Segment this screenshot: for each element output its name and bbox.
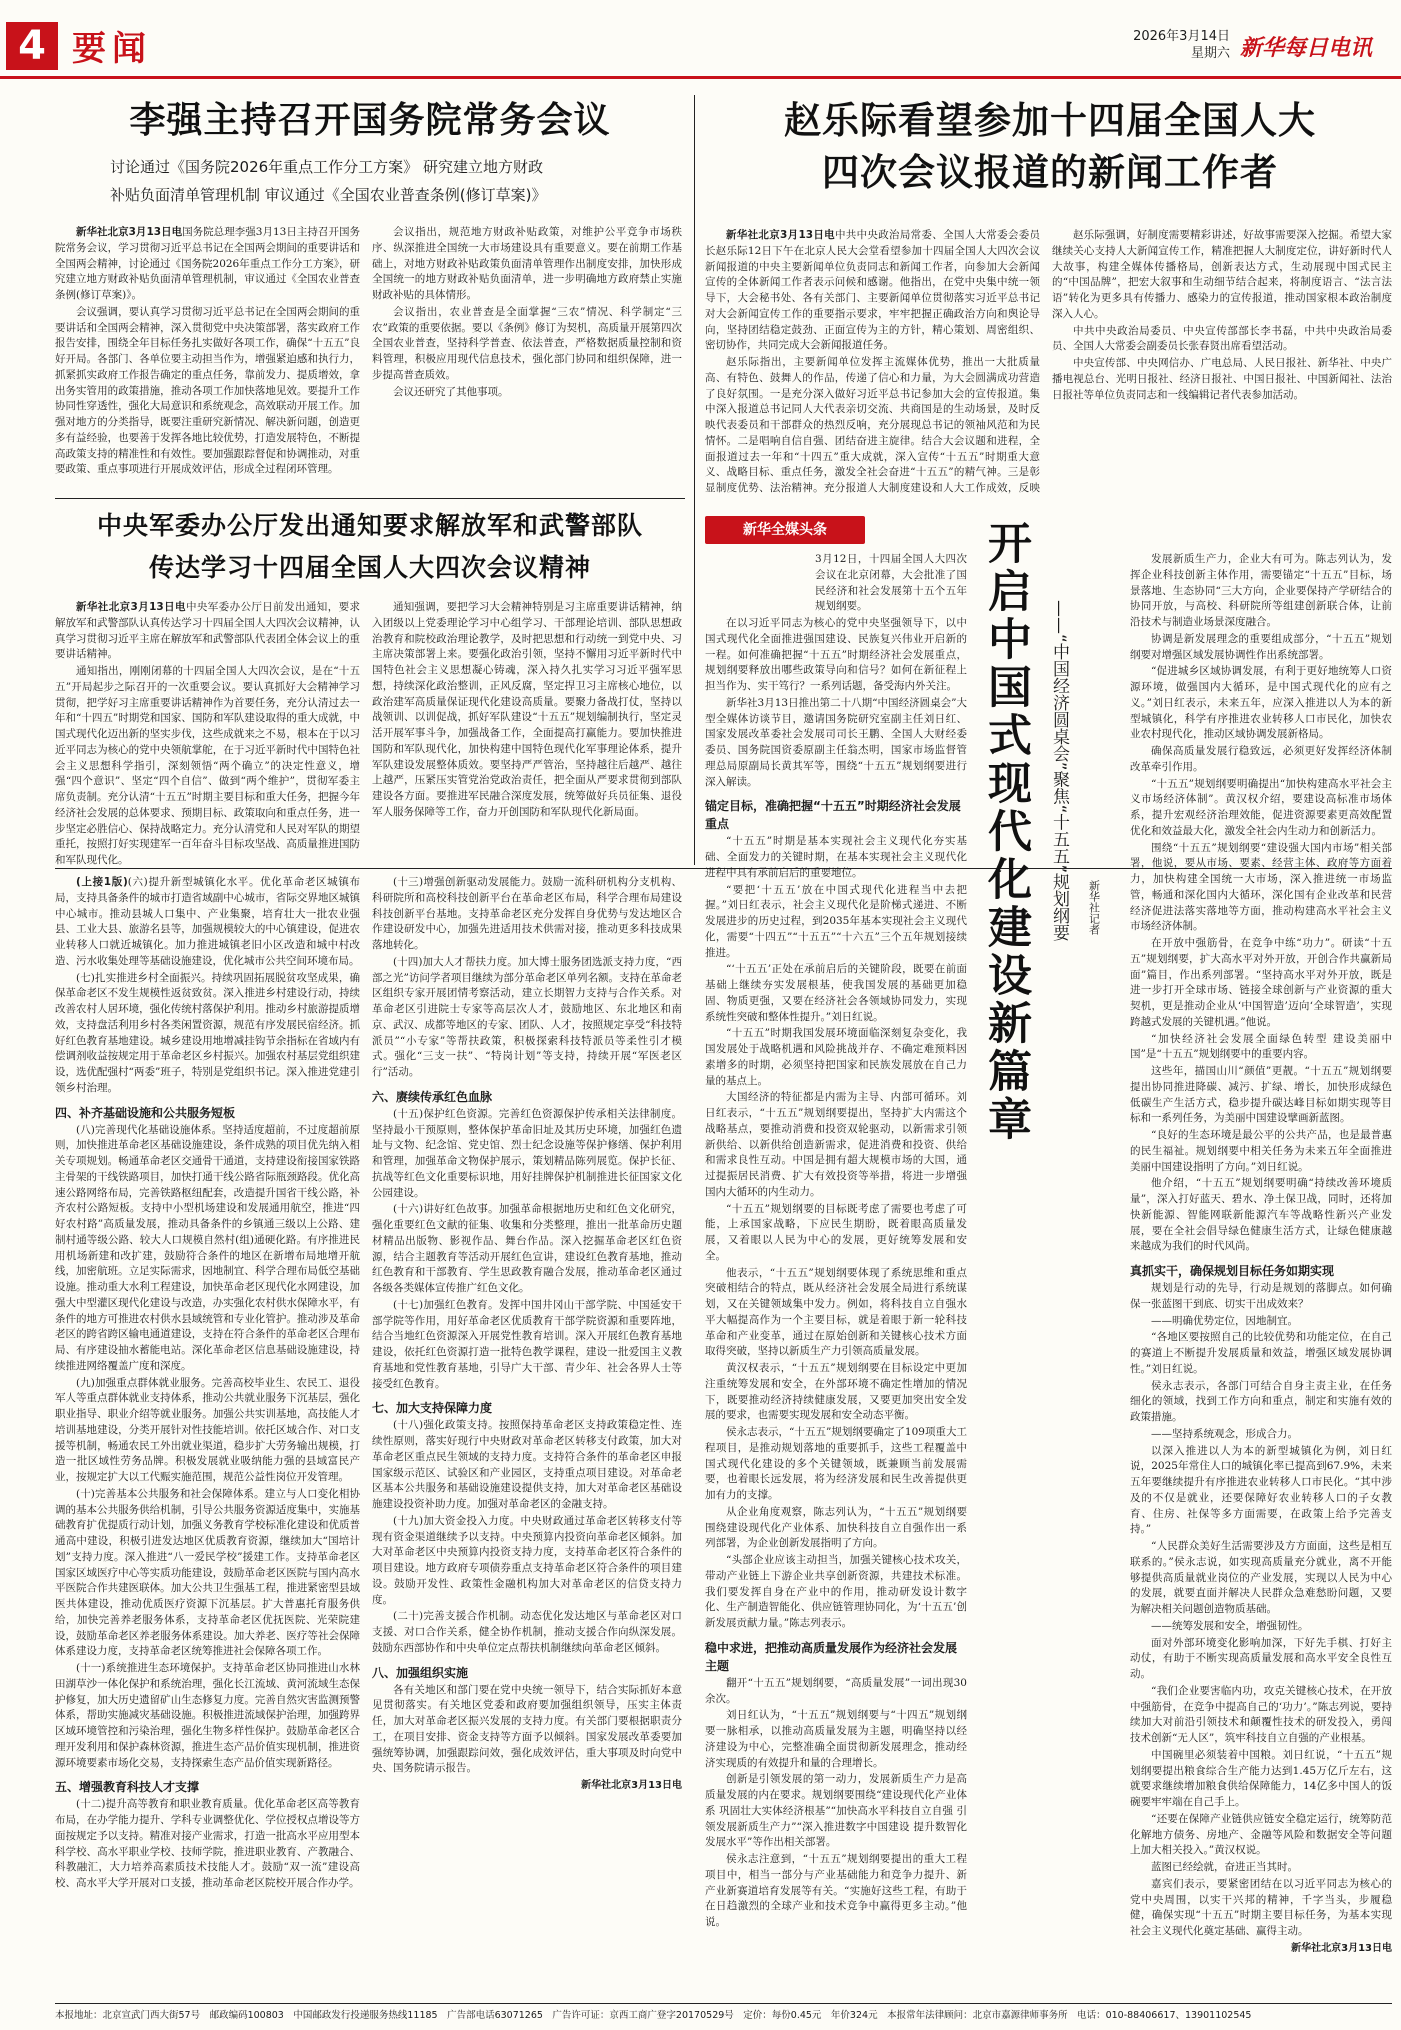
continued-col-left: (上接1版)(六)提升新型城镇化水平。优化革命老区城镇布局，支持具备条件的城市打造省域副中心城市，省际交界地区城镇中心城市。推动县城人口集中、产业集聚，培育壮大一批农业强县、工业大县、旅游名县等，加强规模较大的中心镇建设，促进农业转移人口就近城镇化。加力推进城镇老旧小区改造和城中村改造、污水收集处理等基础设施建设，优化城市公共空间环境布局。 (七)扎实推进乡村全面振兴。持续巩固拓展脱贫攻坚成果，确保革命老区不发生规模性返贫致贫。深入推进乡村建设行动，持续改善农村人居环境，强化传统村落保护利用。推动乡村旅游提质增效，支持盘活利用乡村各类闲置资源，规范有序发展民宿经济。抓好红色教育基地建设。城乡建设用地增减挂钩节余指标在省域内有偿调剂收益按规定用于革命老区乡村振兴。加强农村基层党组织建设，选优配强村“两委”班子，特别是党组织书记。深入推进党建引领乡村治理。 四、补齐基础设施和公共服务短板 (八)完善现代化基础设施体系。坚持适度超前，不过度超前原则，加快推进革命老区基础设施建设，条件成熟的项目优先纳入相关专项规划。畅通革命老区交通骨干通道，支持建设衔接国家铁路主骨架的干线铁路项目，加快打通干线公路省际瓶颈路段。优化高速公路网络布局，完善铁路枢纽配套，改造提升国省干线公路，补齐农村公路短板。支持中小型机场建设和发展通用航空，推进“四好农村路”高质量发展，推动具备条件的乡镇通三级以上公路、建制村通等级公路、较大人口规模自然村(组)通硬化路。有序推进民用机场新建和改扩建，鼓励符合条件的地区在新增布局地增开航线，加密航班。立足实际需求，因地制宜、科学合理布局低空基础设施。推动重大水利工程建设，加快革命老区现代化水网建设，加强大中型灌区现代化建设与改造，办实强化农村供水保障水平，有条件的地方可推进农村供水县域统管和专业化管护。推动涉及革命老区的跨省跨区输电通道建设，支持在符合条件的革命老区合理布局、有序建设抽水蓄能电站。深化革命老区信息基础设施建设，持续推进网络覆盖广度和深度。 (九)加强重点群体就业服务。完善高校毕业生、农民工、退役军人等重点群体就业支持体系，推动公共就业服务下沉基层，强化职业指导、职业介绍等就业服务。加强公共实训基地，高技能人才培训基地建设，分类开展针对性技能培训。依托区域合作、对口支援等机制，畅通农民工外出就业渠道，稳步扩大劳务输出规模，打造一批区域性劳务品牌。积极发展就业吸纳能力强的县域富民产业，按规定扩大以工代赈实施范围，规范公益性岗位开发管理。 (十)完善基本公共服务和社会保障体系。建立与人口变化相协调的基本公共服务供给机制，引导公共服务资源适度集中，实施基础教育扩优提质行动计划，加强义务教育学校标准化建设和优质普通高中建设，积极引进发达地区优质教育资源，继续加大“国培计划”支持力度。深入推进“八一爱民学校”援建工作。支持革命老区国家区域医疗中心等实质功能建设，鼓励革命老区医院与国内高水平医院合作共建医联体。加大公共卫生强基工程，推进紧密型县域医共体建设，推动优质医疗资源下沉基层。扩大普惠托育服务供给，加快完善养老服务体系，支持革命老区优抚医院、光荣院建设，鼓励革命老区养老服务体系建设。加大养老、医疗等社会保障体系建设力度，支持革命老区统筹推进社会保障各项工作。 (十一)系统推进生态环境保护。支持革命老区协同推进山水林田湖草沙一体化保护和系统治理，强化长江流域、黄河流域生态保护修复，加大历史遗留矿山生态修复力度。完善自然灾害监测预警体系，帮助实施减灾基础设施。积极推进流域保护治理，加强跨界区域环境管控和污染治理，强化生物多样性保护。鼓励革命老区合理开发利用和保护森林资源，推进生态产品价值实现机制，推进资源环境要素市场化交易，支持探索生态产品价值实现新路径。 五、增强教育科技人才支撑 (十二)提升高等教育和职业教育质量。优化革命老区高等教育布局，在办学能力提升、学科专业调整优化、学位授权点增设等方面按规定予以支持。精准对接产业需求，打造一批高水平应用型本科学校、高水平职业学校、技师学院，推进职业教育、产教融合、科教融汇，大力培养高素质技术技能人才。鼓励“双一流”建设高校、高水平大学开展对口支援，推动革命老区院校开展合作办学。: [55, 876, 360, 1889]
section-heading: 八、加强组织实施: [372, 1665, 469, 1680]
continued-col-mid: (十三)增强创新驱动发展能力。鼓励一流科研机构分支机构、科研院所和高校科技创新平台在革命老区布局，科学合理布局建设科技创新平台基地。支持革命老区充分发挥自身优势与发达地区合作建设研发中心，加强先进适用技术供需对接，推动更多科技成果落地转化。 (十四)加大人才帮扶力度。加大博士服务团选派支持力度，“西部之光”访问学者项目继续为部分革命老区单列名额。支持在革命老区组织专家开展团情考察活动，建立长期智力支持与合作关系。对革命老区引进院士专家等高层次人才，鼓励地区、东北地区和南京、武汉、成都等地区的专家、团队、人才，按照规定享受“科技特派员”“小专家”等帮扶政策，积极探索科技特派员等柔性引才模式。强化“三支一扶”、“特岗计划”等支持，持续开展“军医老区行”活动。 六、赓续传承红色血脉 (十五)保护红色资源。完善红色资源保护传承相关法律制度。坚持最小干预原则，整体保护革命旧址及其历史环境，加强红色遗址与文物、纪念馆、党史馆、烈士纪念设施等保护修缮、保护利用和管理，加强革命文物保护展示，策划精品陈列展览。保护长征、抗战等红色文化重要标识地，用好挂牌保护机制推进长征国家文化公园建设。 (十六)讲好红色故事。加强革命根据地历史和红色文化研究，强化重要红色文献的征集、收集和分类整理，推出一批革命历史题材精品出版物、影视作品、舞台作品。深入挖掘革命老区红色资源，结合主题教育等活动开展红色宣讲，建设红色教育基地，推动红色教育和干部教育、学生思政教育融合发展，推动革命老区通过各级各类媒体宣传推广红色文化。 (十七)加强红色教育。发挥中国井冈山干部学院、中国延安干部学院等作用，用好革命老区优质教育干部学院资源和重要阵地，结合当地红色资源深入开展党性教育培训。深入开展红色教育基地建设，依托红色资源打造一批特色教学课程，建设一批爱国主义教育基地和党性教育基地，引导广大干部、青少年、社会各界人士等接受红色教育。 七、加大支持保障力度 (十八)强化政策支持。按照保持革命老区支持政策稳定性、连续性原则，落实好现行中央财政对革命老区转移支付政策，加大对革命老区重点民生领域的支持力度。支持符合条件的革命老区申报国家级示范区、试验区和产业园区，支持重点项目建设。对革命老区基本公共服务和基础设施建设提供支持，加大对革命老区基础设施建设投资补助力度。加强对革命老区的金融支持。 (十九)加大资金投入力度。中央财政通过革命老区转移支付等现有资金渠道继续予以支持。中央预算内投资向革命老区倾斜。加大对革命老区中央预算内投资支持力度，支持革命老区符合条件的项目建设。地方政府专项债券重点支持革命老区符合条件的项目建设。鼓励开发性、政策性金融机构加大对革命老区的信贷支持力度。 (二十)完善支援合作机制。动态优化发达地区与革命老区对口支援、对口合作关系，健全协作机制，推动支援合作向纵深发展。鼓励东西部协作和中央单位定点帮扶机制继续向革命老区倾斜。 八、加强组织实施 各有关地区和部门要在党中央统一领导下，结合实际抓好本意见贯彻落实。有关地区党委和政府要加强组织领导，压实主体责任，加大对革命老区振兴发展的支持力度。有关部门要根据职责分工，在项目安排、资金支持等方面予以倾斜。国家发展改革委要加强统筹协调，加强跟踪问效，强化成效评估，重大事项及时向党中央、国务院请示报告。 新华社北京3月13日电: [372, 876, 682, 1791]
masthead-rule: [0, 76, 1401, 79]
a1-body-left: 新华社北京3月13日电国务院总理李强3月13日主持召开国务院常务会议，学习贯彻习近平总书记在全国两会期间的重要讲话和全国两会精神，讨论通过《国务院2026年重点工作分工方案》，研究建立地方财政补贴负面清单管理机制，审议通过《全国农业普查条例(修订草案)》。 会议强调，要认真学习贯彻习近平总书记在全国两会期间的重要讲话和全国两会精神，深入贯彻党中央决策部署，落实政府工作报告安排，围绕全年目标任务扎实做好各项工作，确保“十五五”良好开局。各部门、各单位要主动担当作为，增强紧迫感和执行力，抓紧抓实政府工作报告确定的重点任务，靠前发力、提质增效，拿出务实管用的政策措施，推动各项工作加快落地见效。要提升工作协同性穿透性，强化大局意识和系统观念，高效联动开展工作。加强对地方的分类指导，既要注重研究新情况、解决新问题，创造更多有益经验，也要善于发挥各地比较优势，打造发展特色，不断提高政策支持的精准性和有效性。要加强跟踪督促和协调推动，对重要政策、重点事项进行开展成效评估，形成全过程闭环管理。: [55, 226, 360, 476]
a2-body-right: 赵乐际强调，好制度需要精彩讲述，好故事需要深入挖掘。希望大家继续关心支持人大新闻宣传工作，精准把握人大制度定位，讲好新时代人大故事，构建全媒体传播格局，创新表达方式，生动展现中国式民主的“中国品牌”，把宏大叙事和生动细节结合起来，将制度语言、“法言法语”转化为更多具有传播力、感染力的宣传报道，推动国家根本政治制度深入人心。 中共中央政治局委员、中央宣传部部长李书磊，中共中央政治局委员、全国人大常委会副委员长张春贤出席看望活动。 中央宣传部、中央网信办、广电总局、人民日报社、新华社、中央广播电视总台、光明日报社、经济日报社、中国日报社、中国新闻社、法治日报社等单位负责同志和一线编辑记者代表参加活动。: [1052, 229, 1392, 401]
a2-body-left: 新华社北京3月13日电中共中央政治局常委、全国人大常委会委员长赵乐际12日下午在北京人民大会堂看望参加十四届全国人大四次会议新闻报道的中央主要新闻单位负责同志和新闻工作者，向参加大会新闻宣传的全体新闻工作者表示问候和感谢。他指出，在党中央集中统一领导下，大会秘书处、各有关部门、主要新闻单位贯彻落实习近平总书记对大会新闻宣传工作的重要指示要求，牢牢把握正确政治方向和舆论导向，坚持团结稳定鼓劲、正面宣传为主的方针，精心策划、周密组织、密切协作，共同完成大会新闻报道任务。 赵乐际指出，主要新闻单位发挥主流媒体优势，推出一大批质量高、有特色、鼓舞人的作品，传递了信心和力量，为大会圆满成功营造了良好氛围。一是充分深入做好习近平总书记参加大会的宣传报道。集中深入报道总书记同人大代表亲切交流、共商国是的生动场景，及时反映代表委员和干部群众的热烈反响，充分展现总书记的领袖风范和为民情怀。二是唱响自信自强、团结奋进主旋律。结合大会议题和进程，全面报道过去一年和“十四五”重大成就，深入宣传“十五五”时期重大意义、战略目标、重点任务，激发全社会奋进“十五五”的精气神。三是彰显制度优势、法治精神。充分报道人大制度建设和人大工作成效，反映: [705, 229, 1040, 494]
headline-line2: 传达学习十四届全国人大四次会议精神: [148, 553, 591, 582]
divider: [55, 498, 685, 499]
paper-logo: 新华每日电讯: [1240, 35, 1373, 61]
article-zhao-leji: [705, 95, 1395, 225]
feature-col-1: 3月12日，十四届全国人大四次会议在北京闭幕，大会批准了国民经济和社会发展第十五个五年规划纲要。 在以习近平同志为核心的党中央坚强领导下，以中国式现代化全面推进强国建设、民族复兴伟业开启新的一程。如何准确把握“十五五”时期经济社会发展重点，规划纲要释放出哪些政策导向和信号？如何在新征程上担当作为、实干笃行？一系列话题，备受海内外关注。 新华社3月13日推出第二十八期“中国经济圆桌会”大型全媒体访谈节目，邀请国务院研究室副主任刘日红、国家发展改革委社会发展司司长王鹏、全国人大财经委委员、国务院国资委原副主任翁杰明，国家市场监督管理总局原副局长黄其军等，围绕“十五五”规划纲要进行深入解读。 锚定目标，准确把握“十五五”时期经济社会发展重点 “十五五”时期是基本实现社会主义现代化夯实基础、全面发力的关键时期，在基本实现社会主义现代化进程中具有承前启后的重要地位。 “要把‘十五五’放在中国式现代化进程当中去把握。”刘日红表示，社会主义现代化是阶梯式递进、不断发展进步的历史过程，到2035年基本实现社会主义现代化，需要“十四五”“十五五”“十六五”三个五年规划接续推进。 “‘十五五’正处在承前启后的关键阶段，既要在前面基础上继续夯实发展根基，使我国发展的基础更加稳固、物质更强，又要在经济社会各领域协同发力，实现系统性突破和整体性提升。”刘日红说。 “十五五”时期我国发展环境面临深刻复杂变化，我国发展处于战略机遇和风险挑战并存、不确定难预料因素增多的时期，必须坚持把国家和民族发展放在自己力量的基点上。 大国经济的特征都是内需为主导、内部可循环。刘日红表示，“十五五”规划纲要提出，坚持扩大内需这个战略基点，要推动消费和投资双轮驱动，以新需求引领新供给、以新供给创造新需求，促进消费和投资、供给和需求良性互动。中国是拥有超大规模市场的大国，通过提振居民消费、扩大有效投资等举措，将进一步增强国内大循环的内生动力。 “十五五”规划纲要的目标既考虑了需要也考虑了可能，上承国家战略，下应民生期盼，既着眼高质量发展，又着眼以人民为中心的发展，更好统筹发展和安全。 他表示，“十五五”规划纲要体现了系统思维和重点突破相结合的特点，既从经济社会发展全局进行系统谋划，又在关键领域集中发力。例如，将科技自立自强水平大幅提高作为一个主要目标，就是着眼于新一轮科技革命和产业变革，通过在原始创新和关键核心技术方面取得突破，坚持以新质生产力引领高质量发展。 黄汉权表示，“十五五”规划纲要在目标设定中更加注重统筹发展和安全，在外部环境不确定性增加的情况下，既要推动经济持续健康发展，又要更加突出安全发展的要求，也需要实现发展和安全动态平衡。 侯永志表示，“十五五”规划纲要确定了109项重大工程项目，是推动规划落地的重要抓手，这些工程覆盖中国式现代化建设的多个关键领域，既兼顾当前发展需要，也着眼长远发展，将为经济发展和民生改善提供更加有力的支撑。 从企业角度观察，陈志列认为，“十五五”规划纲要围绕建设现代化产业体系、加快科技自立自强作出一系列部署，为企业创新发展指明了方向。 “头部企业应该主动担当，加强关键核心技术攻关，带动产业链上下游企业共享创新资源，共建技术标准。我们要发挥自身在产业中的作用，推动研发设计数字化、生产制造智能化、供应链管理协同化，为‘十五五’创新发展贡献力量。”陈志列表示。 稳中求进，把推动高质量发展作为经济社会发展主题 翻开“十五五”规划纲要，“高质量发展”一词出现30余次。 刘日红认为，“十五五”规划纲要与“十四五”规划纲要一脉相承，以推动高质量发展为主题，明确坚持以经济建设为中心，完整准确全面贯彻新发展理念，推动经济实现质的有效提升和量的合理增长。 创新是引领发展的第一动力，发展新质生产力是高质量发展的内在要求。规划纲要围绕“建设现代化产业体系 巩固壮大实体经济根基”“加快高水平科技自立自强 引领发展新质生产力”“深入推进数字中国建设 提升数智化发展水平”等作出相关部署。 侯永志注意到，“十五五”规划纲要提出的重大工程项目中，相当一部分与产业基础能力和竞争力提升、新产业新赛道培育发展等有关。“实施好这些工程，有助于在日趋激烈的全球产业和技术竞争中赢得更多主动。”他说。: [705, 553, 967, 1928]
section-heading: 六、赓续传承红色血脉: [372, 1089, 493, 1104]
headline: 李强主持召开国务院常务会议: [129, 99, 611, 141]
masthead: [0, 0, 1401, 80]
deck: 讨论通过《国务院2026年重点工作分工方案》 研究建立地方财政 补贴负面清单管理机制 审议通过《全国农业普查条例(修订草案)》: [110, 158, 547, 204]
kicker-label: 新华全媒头条: [705, 516, 865, 544]
a3-body-right: 通知强调，要把学习大会精神特别是习主席重要讲话精神，纳入团级以上党委理论学习中心组学习、干部理论培训、部队思想政治教育和院校政治理论教学，及时把思想和行动统一到党中央、习主席决策部署上来。要强化政治引领，坚持不懈用习近平新时代中国特色社会主义思想凝心铸魂，深入持久扎实学习习近平强军思想，持续深化政治整训，正风反腐，坚定捍卫习主席核心地位，以政治建军高质量保证现代化建设高质量。要聚力备战打仗，坚持以战领训、以训促战，抓好军队建设“十五五”规划编制执行，坚定灵活开展军事斗争，加强战备工作，全面提高打赢能力。要加快推进国防和军队现代化，加快构建中国特色现代化军事理论体系，提升军队建设发展整体质效。要坚持严严管治，坚持越往后越严、越往上越严，压紧压实管党治党政治责任，把全面从严要求贯彻到部队建设各方面。要推进军民融合深度发展，统筹做好兵员征集、退役军人服务保障等工作，奋力开创国防和军队现代化新局面。: [372, 601, 682, 818]
article-cmc: [55, 505, 685, 605]
feature-subtitle: ——“中国经济圆桌会”聚焦“十五五”规划纲要: [1049, 600, 1069, 942]
byline: 新华社北京3月13日电: [1291, 1942, 1392, 1954]
byline: 新华社北京3月13日电: [581, 1780, 682, 1791]
section-heading: 稳中求进，把推动高质量发展作为经济社会发展主题: [705, 1640, 958, 1673]
headline-line1: 赵乐际看望参加十四届全国人大: [784, 98, 1316, 142]
section-heading: 七、加大支持保障力度: [372, 1401, 493, 1416]
section-heading: 四、补齐基础设施和公共服务短板: [55, 1105, 236, 1120]
divider: [694, 95, 695, 865]
headline-line1: 中央军委办公厅发出通知要求解放军和武警部队: [96, 511, 643, 540]
headline-line2: 四次会议报道的新闻工作者: [822, 150, 1278, 194]
issue-date: 2026年3月14日 星期六: [1133, 29, 1230, 61]
feature-author: 新华社记者: [1087, 880, 1101, 935]
feature-col-2: 发展新质生产力，企业大有可为。陈志列认为，发挥企业科技创新主体作用，需要锚定“十五五”目标，场景落地、生态协同“三大方向，企业要保持产学研结合的协同开放，与高校、科研院所等组建创新联合体，让前沿技术与制造业场景深度融合。 协调是新发展理念的重要组成部分，“十五五”规划纲要对增强区域发展协调性作出系统部署。 “促进城乡区域协调发展，有利于更好地统筹人口资源环境，做强国内大循环，是中国式现代化的应有之义。”刘日红表示，未来五年，应深入推进以人为本的新型城镇化，科学有序推进农业转移人口市民化，加快农业农村现代化，推动区域协调发展新格局。 确保高质量发展行稳致远，必须更好发挥经济体制改革牵引作用。 “十五五”规划纲要明确提出“加快构建高水平社会主义市场经济体制”。黄汉权介绍，要建设高标准市场体系，提升宏观经济治理效能，促进资源要素更高效配置优化和效益最大化，激发全社会内生动力和创新活力。 围绕“十五五”规划纲要“建设强大国内市场”相关部署，他说，要从市场、要素、经营主体、政府等方面着力，加快构建全国统一大市场，深入推进统一市场监管，畅通和深化国内大循环，深化国有企业改革和民营经济促进法落实落地等方面，推动构建高水平社会主义市场经济体制。 在开放中强筋骨，在竞争中练“功力”。研读“十五五”规划纲要，扩大高水平对外开放，开创合作共赢新局面”篇目，作出系列部署。“坚持高水平对外开放，既是进一步打开全球市场、链接全球创新与产业资源的重大契机，更是推动企业从‘中国智造’迈向‘全球智造’，实现跨越式发展的关键机遇。”他说。 “加快经济社会发展全面绿色转型 建设美丽中国”是“十五五”规划纲要中的重要内容。 这些年，描国山川“颜值”更靓。“十五五”规划纲要提出协同推进降碳、减污、扩绿、增长，加快形成绿色低碳生产生活方式，稳步提升碳达峰目标如期实现等目标和一系列任务，为美丽中国建设擘画新蓝图。 “良好的生态环境是最公平的公共产品，也是最普惠的民生福祉。规划纲要中相关任务为未来五年全面推进美丽中国建设指明了方向。”刘日红说。 他介绍，“十五五”规划纲要明确“持续改善环境质量”，深入打好蓝天、碧水、净土保卫战，同时，还将加快新能源、智能网联新能源汽车等战略性新兴产业发展，要在全社会倡导绿色健康生活方式，让绿色健康越来越成为我们的时代风尚。 真抓实干，确保规划目标任务如期实现 规划是行动的先导，行动是规划的落脚点。如何确保一张蓝图干到底、切实干出成效来？ ——明确优势定位，因地制宜。 “各地区要按照自己的比较优势和功能定位，在自己的赛道上不断提升发展质量和效益，增强区域发展协调性。”刘日红说。 侯永志表示，各部门可结合自身主责主业，在任务细化的领域，找到工作方向和重点，制定和实施有效的政策措施。 ——坚持系统观念，形成合力。 以深入推进以人为本的新型城镇化为例，刘日红说，2025年常住人口的城镇化率已提高到67.9%，未来五年要继续提升有序推进农业转移人口市民化。“其中涉及的不仅是就业，还要保障好农业转移人口的子女教育、住房、社保等多方面需要，在政策上给予完善支持。” “人民群众美好生活需要涉及方方面面，这些是相互联系的。”侯永志说，如实现高质量充分就业，离不开能够提供高质量就业岗位的产业发展，实现以人民为中心的发展，就要直面并解决人民群众急难愁盼问题，又要为解决相关问题创造物质基础。 ——统筹发展和安全，增强韧性。 面对外部环境变化影响加深，下好先手棋、打好主动仗，有助于不断实现高质量发展和高水平安全良性互动。 “我们企业要害临内功，攻克关键核心技术，在开放中强筋骨，在竞争中提高自己的‘功力’。”陈志列说，要持续加大对前沿引领技术和颠覆性技术的研发投入，勇闯技术创新“无人区”，筑牢科技自立自强的产业根基。 中国碗里必须装着中国粮。刘日红说，“十五五”规划纲要提出粮食综合生产能力达到1.45万亿斤左右，这就要求继续增加粮食供给保障能力，14亿多中国人的饭碗要牢牢端在自己手上。 “还要在保障产业链供应链安全稳定运行，统筹防范化解地方债务、房地产、金融等风险和数据安全等问题上加大相关投入。”黄汉权说。 蓝图已经绘就，奋进正当其时。 嘉宾们表示，要紧密团结在以习近平同志为核心的党中央周围，以实干兴邦的精神，千字当头，步履稳健，确保实现“十五五”时期主要目标任务，为基本实现社会主义现代化奠定基础、赢得主动。 新华社北京3月13日电: [1130, 553, 1392, 1954]
page-number-box: [6, 22, 58, 70]
page-number: 4: [18, 23, 46, 69]
footer-info: 本报地址：北京宣武门西大街57号 邮政编码100803 中国邮政发行投递服务热线11185 广告部电话63071265 广告许可证：京西工商广登字20170529号 定价：每份0.45元 年价324元 本报常年法律顾问：北京市嘉源律师事务所 电话：010-88406617、13901102545: [55, 2010, 1252, 2021]
section-heading: 锚定目标，准确把握“十五五”时期经济社会发展重点: [705, 799, 961, 832]
footer-rule: [55, 2003, 1392, 2004]
section-heading: 五、增强教育科技人才支撑: [55, 1780, 200, 1795]
section-name: 要闻: [72, 29, 152, 69]
a1-body-right: 会议指出，规范地方财政补贴政策，对维护公平竞争市场秩序、纵深推进全国统一大市场建设具有重要意义。要在前期工作基础上，对地方财政补贴政策负面清单管理作出制度安排，加快形成全国统一的地方财政补贴负面清单，进一步明确地方政府禁止实施财政补贴的具体情形。 会议指出，农业普查是全面掌握“三农”情况、科学制定“三农”政策的重要依据。要以《条例》修订为契机，高质量开展第四次全国农业普查，坚持科学普查、依法普查，严格数据质量控制和资料管理，积极应用现代信息技术，强化部门协同和组织保障，进一步提高普查质效。 会议还研究了其他事项。: [372, 226, 682, 398]
a3-body-left: 新华社北京3月13日电中央军委办公厅日前发出通知，要求解放军和武警部队认真传达学习十四届全国人大四次会议精神，认真学习贯彻习近平主席在解放军和武警部队代表团全体会议上的重要讲话精神。 通知指出，刚刚闭幕的十四届全国人大四次会议，是在“十五五”开局起步之际召开的一次重要会议。要认真抓好大会精神学习贯彻，把学好习主席重要讲话精神作为首要任务，充分认清过去一年和“十四五”时期党和国家、国防和军队建设取得的重大成就，中国式现代化迈出新的坚实步伐，这些成就来之不易，根本在于以习近平同志为核心的党中央领航掌舵，在于习近平新时代中国特色社会主义思想科学指引，深刻领悟“两个确立”的决定性意义，增强“四个意识”、坚定“四个自信”、做到“两个维护”，贯彻军委主席负责制。充分认清“十五五”时期主要目标和重大任务，把握今年经济社会发展的总体要求、预期目标、政策取向和重点任务，进一步坚定必胜信心、保持战略定力。充分认清党和人民对军队的期望重托，按照打好实现建军一百年奋斗目标攻坚战、高质量推进国防和军队现代化。: [55, 601, 360, 865]
feature-headline: 开启中国式现代化建设新篇章: [980, 520, 1031, 1144]
section-heading: 真抓实干，确保规划目标任务如期实现: [1130, 1264, 1335, 1278]
